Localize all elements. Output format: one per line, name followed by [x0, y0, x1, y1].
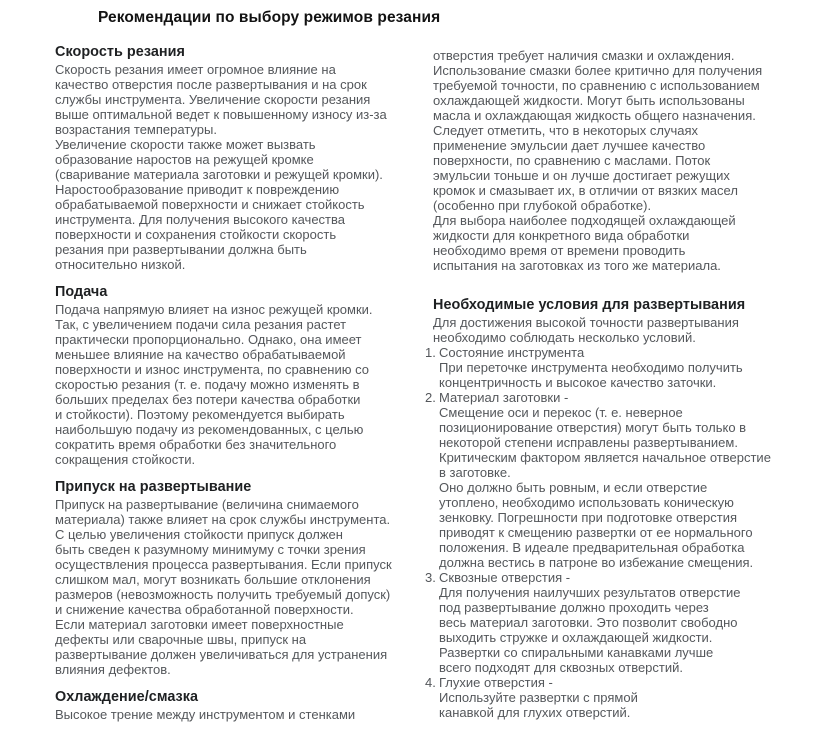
continuation-paragraph	[425, 48, 813, 273]
text-line: Подача напрямую влияет на износ режущей кромки.	[55, 302, 373, 317]
text-line: влияния дефектов.	[55, 662, 171, 677]
text-line: быть сведен к разумному минимуму с точки зрения	[55, 542, 366, 557]
page-title: Рекомендации по выбору режимов резания	[98, 9, 441, 26]
list-item-title-line	[425, 345, 813, 360]
text-line: применение эмульсии дает лучшее качество	[433, 138, 706, 153]
text-line: позиционирование отверстия) могут быть только в	[439, 420, 747, 435]
text-line: Скорость резания имеет огромное влияние на	[55, 62, 336, 77]
text-line: в заготовке.	[439, 465, 511, 480]
text-line: Высокое трение между инструментом и стенками	[55, 707, 356, 722]
text-line: (сваривание материала заготовки и режущей кромки).	[55, 167, 383, 182]
left-column	[55, 44, 427, 722]
text-line: осуществления процесса развертывания. Если припуск	[55, 557, 392, 572]
text-line: сокращения стойкости.	[55, 452, 196, 467]
text-line: сократить время обработки без значительного	[55, 437, 337, 452]
text-line: концентричность и высокое качество заточки.	[439, 375, 717, 390]
list-item	[425, 345, 813, 390]
text-line: поверхности и сохранения стойкости скорость	[55, 227, 337, 242]
text-line: Оно должно быть ровным, и если отверстие	[439, 480, 708, 495]
text-line: возрастания температуры.	[55, 122, 217, 137]
text-line: отверстия требует наличия смазки и охлаждения.	[433, 48, 735, 63]
text-line: слишком мал, могут возникать большие отклонения	[55, 572, 371, 587]
text-line: Используйте развертки с прямой	[439, 690, 638, 705]
text-line: жидкости для конкретного вида обработки	[433, 228, 690, 243]
text-line: некоторой степени исправлены развертыванием.	[439, 435, 738, 450]
text-line: необходимо соблюдать несколько условий.	[433, 330, 696, 345]
text-line: испытания на заготовках из того же материала.	[433, 258, 721, 273]
list-item-title-line	[425, 570, 813, 585]
text-line: скоростью резания (т. е. подачу можно изменять в	[55, 377, 360, 392]
list-item	[425, 675, 813, 720]
text-line: дефекты или сварочные швы, припуск на	[55, 632, 307, 647]
text-line: материала) также влияет на срок службы инструмента.	[55, 512, 391, 527]
text-line: эмульсии тоньше и он лучше достигает режущих	[433, 168, 730, 183]
text-line: выходить стружке и охлаждающей жидкости.	[439, 630, 713, 645]
list-item	[425, 570, 813, 675]
text-line: и снижение качества обработанной поверхности.	[55, 602, 354, 617]
list-item-title: Состояние инструмента	[439, 345, 585, 360]
text-line: приводят к смещению развертки от ее нормального	[439, 525, 753, 540]
text-line: наибольшую подачу из рекомендованных, с целью	[55, 422, 364, 437]
section	[55, 689, 427, 722]
text-line: относительно низкой.	[55, 257, 186, 272]
list-item-title: Сквозные отверстия -	[439, 570, 571, 585]
text-line: качество отверстия после развертывания и на срок	[55, 77, 367, 92]
section	[55, 284, 427, 467]
text-line: размеров (невозможность получить требуемый допуск)	[55, 587, 391, 602]
text-line: Если материал заготовки имеет поверхностные	[55, 617, 344, 632]
text-line: практически пропорционально. Однако, она имеет	[55, 332, 362, 347]
section-intro	[425, 315, 813, 345]
text-line: Смещение оси и перекос (т. е. неверное	[439, 405, 683, 420]
text-line: образование наростов на режущей кромке	[55, 152, 314, 167]
list-item-title-line	[425, 390, 813, 405]
text-line: поверхности и износ инструмента, по сравнению со	[55, 362, 369, 377]
text-line: Следует отметить, что в некоторых случаях	[433, 123, 699, 138]
text-line: охлаждающей жидкости. Могут быть использованы	[433, 93, 745, 108]
list-item-number: 3.	[425, 570, 436, 585]
text-line: канавкой для глухих отверстий.	[439, 705, 631, 720]
section	[55, 479, 427, 677]
right-column	[425, 48, 813, 720]
list-item-number: 2.	[425, 390, 436, 405]
text-line: развертывание должен увеличиваться для устранения	[55, 647, 388, 662]
section-heading: Необходимые условия для развертывания	[433, 297, 746, 313]
text-line: весь материал заготовки. Это позволит свободно	[439, 615, 738, 630]
text-line: Припуск на развертывание (величина снимаемого	[55, 497, 359, 512]
text-line: утоплено, необходимо использовать коническую	[439, 495, 734, 510]
text-line: Для получения наилучших результатов отверстие	[439, 585, 741, 600]
text-line: Так, с увеличением подачи сила резания растет	[55, 317, 347, 332]
text-line: требуемой точности, по сравнению с использованием	[433, 78, 760, 93]
section-heading: Припуск на развертывание	[55, 479, 252, 495]
text-line: должна вестись в патроне во избежание смещения.	[439, 555, 754, 570]
section	[55, 44, 427, 272]
list-item-title-line	[425, 675, 813, 690]
text-line: больших пределах без потери качества обработки	[55, 392, 361, 407]
text-line: (особенно при глубокой обработке).	[433, 198, 652, 213]
text-line: зенковку. Погрешности при подготовке отверстия	[439, 510, 737, 525]
section-heading: Скорость резания	[55, 44, 185, 60]
text-line: Использование смазки более критично для получения	[433, 63, 763, 78]
text-line: С целью увеличения стойкости припуск должен	[55, 527, 343, 542]
text-line: Критическим фактором является начальное отверстие	[439, 450, 771, 465]
list-item	[425, 390, 813, 570]
list-item-number: 4.	[425, 675, 436, 690]
text-line: под развертывание должно проходить через	[439, 600, 709, 615]
text-line: Увеличение скорости также может вызвать	[55, 137, 316, 152]
text-line: Для выбора наиболее подходящей охлаждающей	[433, 213, 736, 228]
text-line: кромок и смазывает их, в отличии от вязких масел	[433, 183, 738, 198]
text-line: всего подходят для сквозных отверстий.	[439, 660, 684, 675]
text-line: службы инструмента. Увеличение скорости резания	[55, 92, 371, 107]
list-item-number: 1.	[425, 345, 436, 360]
text-line: резания при развертывании должна быть	[55, 242, 307, 257]
text-line: необходимо время от времени проводить	[433, 243, 686, 258]
section-heading: Охлаждение/смазка	[55, 689, 199, 705]
text-line: выше оптимальной ведет к повышенному износу из-за	[55, 107, 387, 122]
text-line: меньшее влияние на качество обрабатываемой	[55, 347, 346, 362]
text-line: поверхности, по сравнению с маслами. Поток	[433, 153, 711, 168]
text-line: и стойкости). Поэтому рекомендуется выбирать	[55, 407, 345, 422]
text-line: положения. В идеале предварительная обработка	[439, 540, 745, 555]
text-line: Развертки со спиральными канавками лучше	[439, 645, 714, 660]
text-line: Наростообразование приводит к повреждению	[55, 182, 340, 197]
text-line: инструмента. Для получения высокого качества	[55, 212, 345, 227]
text-line: Для достижения высокой точности развертывания	[433, 315, 739, 330]
text-line: масла и охлаждающая жидкость общего назначения.	[433, 108, 756, 123]
text-line: При переточке инструмента необходимо получить	[439, 360, 743, 375]
list-item-title: Глухие отверстия -	[439, 675, 553, 690]
section-heading: Подача	[55, 284, 108, 300]
list-item-title: Материал заготовки -	[439, 390, 569, 405]
text-line: обрабатываемой поверхности и снижает стойкость	[55, 197, 365, 212]
